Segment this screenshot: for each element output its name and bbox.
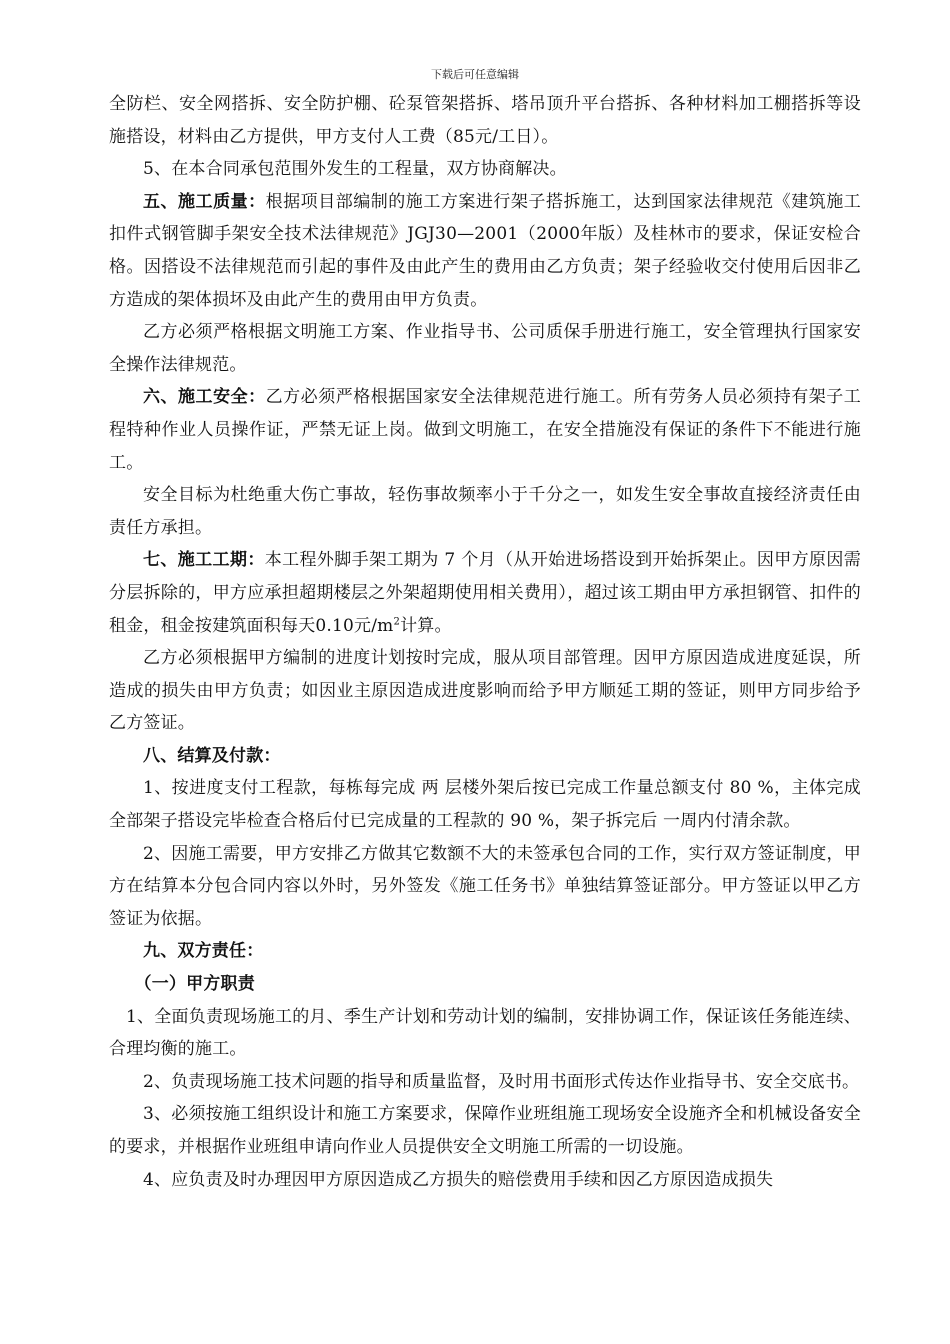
section-quality: [109, 186, 861, 316]
paragraph-continuation: [109, 88, 861, 153]
section-safety: [109, 381, 861, 479]
paragraph-text: 乙方必须严格根据国家安全法律规范进行施工。所有劳务人员必须持有架子工程特种作业人员操作证，严禁无证上岗。做到文明施工，在安全措施没有保证的条件下不能进行施工。: [109, 387, 861, 473]
paragraph-duty-1: [109, 1001, 861, 1066]
section-heading: 九、双方责任：: [143, 941, 264, 962]
subsection-heading: （一）甲方职责: [134, 974, 255, 995]
paragraph-payment-1: [109, 772, 861, 837]
paragraph-text: 根据项目部编制的施工方案进行架子搭拆施工，达到国家法律规范《建筑施工扣件式钢管脚手架安全技术法律规范》JGJ30—2001（2000年版）及桂林市的要求，保证安检合格。因搭设不法律规范而引起的事件及由此产生的费用由乙方负责；架子经验收交付使用后因非乙方造成的架体损坏及由此产生的费用由甲方负责。: [109, 191, 861, 310]
paragraph-text: 全防栏、安全网搭拆、安全防护棚、砼泵管架搭拆、塔吊顶升平台搭拆、各种材料加工棚搭拆等设施搭设，材料由乙方提供，甲方支付人工费（85元/工日）。: [109, 94, 861, 147]
paragraph-text: 本工程外脚手架工期为 7 个月（从开始进场搭设到开始拆架止。因甲方原因需分层拆除的，甲方应承担超期楼层之外架超期使用相关费用），超过该工期由甲方承担钢管、扣件的租金，租金按建筑面积每天0.10元/m: [109, 550, 861, 636]
page-header: 下载后可任意编辑: [431, 68, 519, 81]
paragraph-text: 1、按进度支付工程款，每栋每完成 两 层楼外架后按已完成工作量总额支付 80 %，主体完成全部架子搭设完毕检查合格后付已完成量的工程款的 90 %，架子拆完后 一周内付清余款。: [109, 778, 861, 832]
paragraph-schedule-plan: [109, 642, 861, 740]
section-heading: 七、施工工期：: [143, 550, 265, 571]
paragraph-item-5: [109, 153, 861, 186]
section-responsibilities: [109, 935, 861, 968]
section-schedule: [109, 544, 861, 642]
paragraph-text: 2、因施工需要，甲方安排乙方做其它数额不大的未签承包合同的工作，实行双方签证制度，甲方在结算本分包合同内容以外时，另外签发《施工任务书》单独结算签证部分。甲方签证以甲乙方签证为依据。: [109, 843, 861, 929]
paragraph-duty-3: [109, 1098, 861, 1163]
paragraph-text: 乙方必须严格根据文明施工方案、作业指导书、公司质保手册进行施工，安全管理执行国家安全操作法律规范。: [109, 322, 861, 375]
section-heading: 八、结算及付款：: [143, 745, 281, 766]
paragraph-quality-management: [109, 316, 861, 381]
paragraph-text: 1、全面负责现场施工的月、季生产计划和劳动计划的编制，安排协调工作，保证该任务能连续、合理均衡的施工。: [109, 1006, 861, 1060]
paragraph-text: 5、在本合同承包范围外发生的工程量，双方协商解决。: [143, 159, 567, 180]
paragraph-duty-4: [109, 1164, 861, 1197]
paragraph-safety-goal: [109, 479, 861, 544]
paragraph-text: 3、必须按施工组织设计和施工方案要求，保障作业班组施工现场安全设施齐全和机械设备安全的要求，并根据作业班组申请向作业人员提供安全文明施工所需的一切设施。: [109, 1104, 861, 1157]
paragraph-text: 2、负责现场施工技术问题的指导和质量监督，及时用书面形式传达作业指导书、安全交底书。: [143, 1071, 860, 1092]
paragraph-text: 4、应负责及时办理因甲方原因造成乙方损失的赔偿费用手续和因乙方原因造成损失: [143, 1169, 774, 1190]
section-settlement: [109, 740, 861, 773]
paragraph-text: 安全目标为杜绝重大伤亡事故，轻伤事故频率小于千分之一，如发生安全事故直接经济责任由责任方承担。: [109, 485, 861, 538]
paragraph-text: 乙方必须根据甲方编制的进度计划按时完成，服从项目部管理。因甲方原因造成进度延误，所造成的损失由甲方负责；如因业主原因造成进度影响而给予甲方顺延工期的签证，则甲方同步给予乙方签证。: [109, 648, 861, 734]
section-heading: 五、施工质量：: [143, 191, 266, 212]
paragraph-payment-2: [109, 838, 861, 936]
subsection-party-a: [109, 968, 861, 1001]
paragraph-text-after: 计算。: [400, 615, 452, 636]
paragraph-duty-2: [109, 1066, 861, 1099]
superscript: 2: [393, 615, 401, 627]
section-heading: 六、施工安全：: [143, 387, 266, 408]
document-body: [109, 88, 861, 1196]
